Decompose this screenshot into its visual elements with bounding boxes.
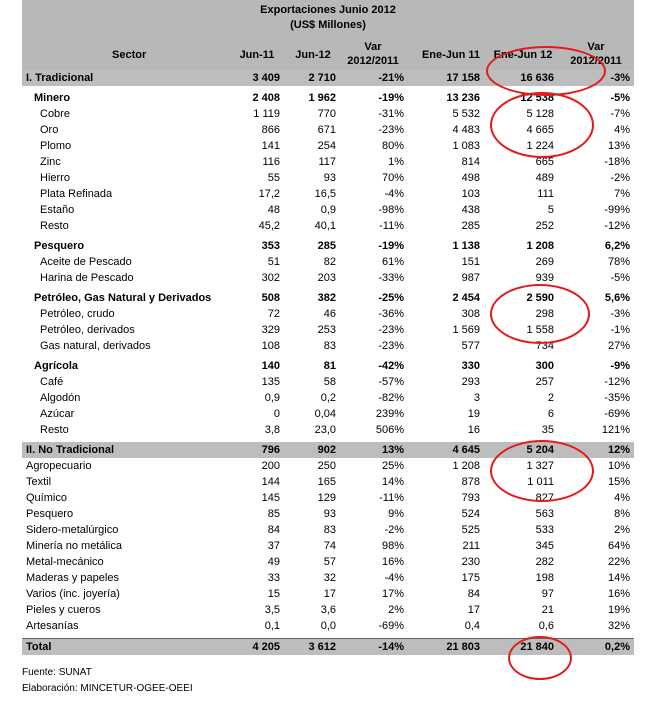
- source-note: Fuente: SUNAT: [22, 667, 92, 678]
- cell-var2: -12%: [604, 376, 630, 388]
- cell-var2: 12%: [558, 442, 634, 458]
- cell-jun11: 108: [261, 340, 280, 352]
- table-row: [22, 570, 634, 586]
- cell-var1: -4%: [384, 572, 404, 584]
- table-row: [22, 254, 634, 270]
- cell-ene11: 230: [461, 556, 480, 568]
- cell-var1: 14%: [381, 476, 404, 488]
- cell-ene11: 524: [461, 508, 480, 520]
- cell-var2: -3%: [558, 70, 634, 86]
- cell-jun12: 16,5: [314, 188, 336, 200]
- cell-ene12: 35: [541, 424, 554, 436]
- row-label: Resto: [40, 424, 69, 436]
- cell-jun11: 200: [261, 460, 280, 472]
- cell-jun12: 0,2: [320, 392, 336, 404]
- cell-jun12: 0,9: [320, 204, 336, 216]
- cell-var2: 78%: [607, 256, 630, 268]
- row-label: Algodón: [40, 392, 81, 404]
- cell-jun12: 203: [317, 272, 336, 284]
- cell-ene11: 2 454: [452, 292, 480, 304]
- cell-var2: 0,2%: [558, 639, 634, 656]
- table-row: [22, 406, 634, 422]
- cell-ene12: 16 636: [484, 70, 558, 86]
- cell-jun12: 382: [317, 292, 336, 304]
- table-row: [22, 618, 634, 634]
- row-label: Estaño: [40, 204, 75, 216]
- table-row: [22, 374, 634, 390]
- row-label: Petróleo, derivados: [40, 324, 135, 336]
- row-label: Artesanías: [26, 620, 79, 632]
- cell-var2: -5%: [610, 92, 630, 104]
- row-label: Aceite de Pescado: [40, 256, 132, 268]
- cell-var1: -4%: [384, 188, 404, 200]
- cell-jun11: 302: [261, 272, 280, 284]
- cell-jun12: 165: [317, 476, 336, 488]
- cell-ene12: 12 538: [520, 92, 554, 104]
- cell-ene12: 345: [535, 540, 554, 552]
- cell-jun12: 40,1: [314, 220, 336, 232]
- cell-jun11: 4 205: [228, 639, 284, 656]
- table-row: [22, 422, 634, 438]
- cell-jun12: 117: [318, 156, 336, 168]
- cell-jun12: 285: [317, 240, 336, 252]
- cell-ene12: 298: [535, 308, 554, 320]
- row-label: Minería no metálica: [26, 540, 122, 552]
- annotation-circle-minero: [490, 92, 594, 158]
- row-label: Café: [40, 376, 64, 388]
- row-label: Harina de Pescado: [40, 272, 134, 284]
- cell-jun11: 33: [267, 572, 280, 584]
- cell-ene11: 1 138: [452, 240, 480, 252]
- col-header-ene12: Ene-Jun 12: [493, 49, 553, 61]
- row-label: Resto: [40, 220, 69, 232]
- cell-var2: -18%: [604, 156, 630, 168]
- cell-ene12: 0,6: [538, 620, 554, 632]
- cell-ene12: 21 840: [484, 639, 558, 656]
- cell-ene12: 1 224: [526, 140, 554, 152]
- col-header-sector: Sector: [112, 49, 147, 61]
- cell-ene12: 665: [535, 156, 554, 168]
- cell-jun11: 0,1: [264, 620, 280, 632]
- cell-ene11: 308: [461, 308, 480, 320]
- row-label: Plomo: [40, 140, 72, 152]
- cell-var2: 4%: [614, 492, 630, 504]
- row-label: Metal-mecánico: [26, 556, 104, 568]
- cell-jun11: 0: [273, 408, 280, 420]
- table-row: [22, 506, 634, 522]
- cell-var1: -31%: [378, 108, 404, 120]
- cell-var1: -36%: [378, 308, 404, 320]
- cell-var1: 16%: [381, 556, 404, 568]
- cell-var1: -33%: [378, 272, 404, 284]
- cell-var2: 10%: [607, 460, 630, 472]
- cell-ene11: 4 645: [408, 442, 484, 458]
- cell-var1: 98%: [381, 540, 404, 552]
- cell-jun12: 254: [317, 140, 336, 152]
- cell-ene11: 525: [461, 524, 480, 536]
- cell-ene11: 16: [467, 424, 480, 436]
- row-label: Hierro: [40, 172, 70, 184]
- cell-var1: 80%: [381, 140, 404, 152]
- cell-var1: -2%: [384, 524, 404, 536]
- cell-var2: -99%: [604, 204, 630, 216]
- elaboration-note: Elaboración: MINCETUR-OGEE-OEEI: [22, 683, 193, 694]
- cell-var2: 7%: [614, 188, 630, 200]
- table-row: [22, 238, 634, 254]
- row-label: Sidero-metalúrgico: [26, 524, 119, 536]
- cell-var1: 239%: [375, 408, 404, 420]
- cell-ene12: 252: [535, 220, 554, 232]
- cell-var2: 32%: [607, 620, 630, 632]
- cell-jun12: 82: [323, 256, 336, 268]
- cell-ene11: 19: [467, 408, 480, 420]
- cell-var1: -11%: [379, 220, 404, 232]
- cell-var2: -12%: [604, 220, 630, 232]
- cell-var1: -19%: [378, 240, 404, 252]
- table-subtitle: (US$ Millones): [290, 19, 366, 31]
- cell-jun12: 0,04: [314, 408, 336, 420]
- annotation-circle-petroleo: [490, 284, 590, 344]
- cell-jun11: 55: [267, 172, 280, 184]
- cell-ene12: 282: [535, 556, 554, 568]
- row-label: Total: [22, 639, 228, 656]
- cell-var2: 14%: [607, 572, 630, 584]
- cell-jun12: 58: [323, 376, 336, 388]
- cell-ene11: 1 208: [452, 460, 480, 472]
- cell-var1: -25%: [378, 292, 404, 304]
- cell-ene11: 285: [461, 220, 480, 232]
- cell-ene11: 3: [473, 392, 480, 404]
- cell-jun12: 770: [317, 108, 336, 120]
- row-label: Oro: [40, 124, 59, 136]
- cell-jun12: 23,0: [314, 424, 336, 436]
- cell-var2: 22%: [607, 556, 630, 568]
- cell-jun11: 48: [267, 204, 280, 216]
- cell-var2: 2%: [614, 524, 630, 536]
- row-label: Minero: [34, 92, 71, 104]
- cell-var1: -23%: [378, 340, 404, 352]
- cell-ene12: 111: [537, 188, 554, 200]
- table-row: [22, 586, 634, 602]
- cell-jun12: 129: [317, 492, 336, 504]
- col-header-jun12: Jun-12: [295, 49, 331, 61]
- cell-jun11: 145: [261, 492, 280, 504]
- cell-ene11: 577: [461, 340, 480, 352]
- cell-jun11: 329: [261, 324, 280, 336]
- cell-jun12: 57: [323, 556, 336, 568]
- row-label: II. No Tradicional: [22, 442, 228, 458]
- cell-jun11: 3 409: [228, 70, 284, 86]
- cell-jun11: 508: [261, 292, 280, 304]
- col-header-var1: Var 2012/2011: [347, 41, 399, 67]
- cell-ene11: 211: [462, 540, 480, 552]
- cell-ene12: 97: [541, 588, 554, 600]
- cell-jun12: 3 612: [284, 639, 340, 656]
- cell-ene11: 793: [461, 492, 480, 504]
- row-label: Pesquero: [26, 508, 74, 520]
- cell-ene11: 103: [461, 188, 480, 200]
- cell-jun11: 796: [228, 442, 284, 458]
- cell-jun11: 3,5: [264, 604, 280, 616]
- cell-var1: -14%: [340, 639, 408, 656]
- cell-ene12: 4 665: [526, 124, 554, 136]
- cell-var1: -57%: [378, 376, 404, 388]
- annotation-circle-tradicional: [486, 46, 606, 96]
- cell-jun11: 37: [267, 540, 280, 552]
- table-row: [22, 554, 634, 570]
- row-label: Pesquero: [34, 240, 85, 252]
- cell-var2: -1%: [610, 324, 630, 336]
- cell-ene11: 814: [461, 156, 480, 168]
- cell-ene11: 17: [467, 604, 480, 616]
- row-label: Agropecuario: [26, 460, 92, 472]
- cell-var1: 2%: [388, 604, 404, 616]
- row-label: Azúcar: [40, 408, 75, 420]
- cell-ene12: 939: [535, 272, 554, 284]
- row-label: Plata Refinada: [40, 188, 113, 200]
- cell-jun12: 671: [317, 124, 336, 136]
- row-label: Textil: [26, 476, 52, 488]
- cell-var2: 27%: [607, 340, 630, 352]
- cell-jun11: 0,9: [264, 392, 280, 404]
- cell-ene12: 1 558: [526, 324, 554, 336]
- cell-var1: -21%: [340, 70, 408, 86]
- cell-jun11: 84: [267, 524, 280, 536]
- cell-var2: -5%: [610, 272, 630, 284]
- cell-ene12: 827: [535, 492, 554, 504]
- cell-ene11: 987: [461, 272, 480, 284]
- cell-jun12: 81: [323, 360, 336, 372]
- cell-ene11: 498: [461, 172, 480, 184]
- cell-jun11: 135: [261, 376, 280, 388]
- cell-var2: -7%: [610, 108, 630, 120]
- cell-jun12: 17: [323, 588, 336, 600]
- cell-ene11: 0,4: [464, 620, 480, 632]
- cell-var1: 17%: [381, 588, 404, 600]
- cell-jun11: 140: [261, 360, 280, 372]
- cell-jun12: 74: [323, 540, 336, 552]
- cell-jun12: 93: [323, 172, 336, 184]
- row-label: Cobre: [40, 108, 70, 120]
- cell-jun12: 83: [323, 340, 336, 352]
- row-label: Petróleo, crudo: [40, 308, 115, 320]
- cell-var2: 64%: [607, 540, 630, 552]
- annotation-circle-total: [508, 636, 572, 680]
- table-row: [22, 358, 634, 374]
- cell-ene11: 175: [461, 572, 480, 584]
- cell-ene12: 533: [535, 524, 554, 536]
- cell-var2: 6,2%: [604, 240, 630, 252]
- cell-jun11: 17,2: [258, 188, 280, 200]
- row-label: Petróleo, Gas Natural y Derivados: [34, 292, 212, 304]
- cell-jun11: 72: [267, 308, 280, 320]
- cell-var2: 5,6%: [604, 292, 630, 304]
- row-label: Gas natural, derivados: [40, 340, 151, 352]
- cell-var1: 506%: [375, 424, 404, 436]
- cell-ene11: 330: [461, 360, 480, 372]
- cell-ene12: 269: [535, 256, 554, 268]
- cell-var1: 61%: [381, 256, 404, 268]
- cell-var2: 13%: [607, 140, 630, 152]
- cell-var2: -3%: [610, 308, 630, 320]
- cell-ene11: 878: [461, 476, 480, 488]
- cell-ene12: 198: [535, 572, 554, 584]
- cell-ene12: 300: [535, 360, 554, 372]
- cell-ene11: 1 569: [452, 324, 480, 336]
- cell-ene11: 438: [461, 204, 480, 216]
- cell-var1: 70%: [381, 172, 404, 184]
- table-row: [22, 170, 634, 186]
- cell-jun11: 141: [261, 140, 280, 152]
- cell-jun11: 353: [261, 240, 280, 252]
- cell-var2: 16%: [607, 588, 630, 600]
- cell-jun12: 2 710: [284, 70, 340, 86]
- cell-var1: -42%: [378, 360, 404, 372]
- cell-var2: -9%: [610, 360, 630, 372]
- cell-jun11: 2 408: [252, 92, 280, 104]
- cell-ene11: 4 483: [452, 124, 480, 136]
- cell-ene12: 489: [535, 172, 554, 184]
- cell-jun12: 902: [284, 442, 340, 458]
- cell-var2: 19%: [607, 604, 630, 616]
- cell-ene12: 21: [541, 604, 554, 616]
- cell-jun11: 45,2: [258, 220, 280, 232]
- cell-jun11: 51: [267, 256, 280, 268]
- table-row: [22, 218, 634, 234]
- cell-ene12: 2: [547, 392, 554, 404]
- row-label: Varios (inc. joyería): [26, 588, 120, 600]
- row-label: Maderas y papeles: [26, 572, 119, 584]
- cell-jun11: 866: [261, 124, 280, 136]
- cell-var1: 25%: [381, 460, 404, 472]
- cell-ene12: 563: [535, 508, 554, 520]
- row-label: I. Tradicional: [22, 70, 228, 86]
- cell-var2: -35%: [604, 392, 630, 404]
- cell-var1: -82%: [378, 392, 404, 404]
- col-header-ene11: Ene-Jun 11: [421, 49, 481, 61]
- cell-ene12: 6: [547, 408, 554, 420]
- cell-jun12: 253: [317, 324, 336, 336]
- cell-var2: -2%: [610, 172, 630, 184]
- cell-var1: -98%: [378, 204, 404, 216]
- row-label: Zinc: [40, 156, 61, 168]
- cell-ene12: 734: [535, 340, 554, 352]
- cell-ene12: 1 011: [527, 476, 554, 488]
- cell-jun12: 250: [317, 460, 336, 472]
- table-row: [22, 538, 634, 554]
- cell-ene11: 17 158: [408, 70, 484, 86]
- row-label: Químico: [26, 492, 67, 504]
- row-label: Agrícola: [34, 360, 79, 372]
- cell-jun12: 1 962: [308, 92, 336, 104]
- cell-var2: 4%: [614, 124, 630, 136]
- cell-var1: 13%: [340, 442, 408, 458]
- table-row: [22, 390, 634, 406]
- cell-var1: -69%: [378, 620, 404, 632]
- cell-var2: 15%: [607, 476, 630, 488]
- cell-var1: -23%: [378, 124, 404, 136]
- table-row: [22, 186, 634, 202]
- table-row: [22, 202, 634, 218]
- cell-var2: 121%: [601, 424, 630, 436]
- cell-ene12: 2 590: [526, 292, 554, 304]
- cell-var2: 8%: [614, 508, 630, 520]
- cell-ene11: 151: [461, 256, 480, 268]
- table-row: [22, 602, 634, 618]
- cell-ene12: 257: [535, 376, 554, 388]
- cell-var1: -11%: [379, 492, 404, 504]
- cell-ene11: 84: [467, 588, 480, 600]
- cell-jun12: 46: [323, 308, 336, 320]
- cell-ene11: 293: [461, 376, 480, 388]
- cell-ene12: 1 208: [526, 240, 554, 252]
- table-row: [22, 522, 634, 538]
- cell-jun11: 49: [267, 556, 280, 568]
- cell-jun11: 85: [267, 508, 280, 520]
- cell-ene12: 5 128: [526, 108, 554, 120]
- cell-var1: -23%: [378, 324, 404, 336]
- cell-ene11: 1 083: [452, 140, 480, 152]
- cell-jun12: 32: [323, 572, 336, 584]
- cell-jun12: 83: [323, 524, 336, 536]
- cell-jun12: 93: [323, 508, 336, 520]
- cell-jun11: 144: [261, 476, 280, 488]
- cell-jun11: 1 119: [253, 108, 280, 120]
- cell-ene12: 5: [547, 204, 554, 216]
- cell-jun11: 15: [267, 588, 280, 600]
- cell-ene12: 1 327: [526, 460, 554, 472]
- annotation-circle-no-tradicional: [490, 440, 594, 502]
- cell-jun12: 0,0: [320, 620, 336, 632]
- cell-ene11: 13 236: [446, 92, 480, 104]
- col-header-jun11: Jun-11: [239, 49, 275, 61]
- cell-ene11: 5 532: [452, 108, 480, 120]
- cell-var1: -19%: [378, 92, 404, 104]
- cell-ene12: 5 204: [484, 442, 558, 458]
- cell-var2: -69%: [604, 408, 630, 420]
- cell-ene11: 21 803: [408, 639, 484, 656]
- col-header-var2: Var 2012/2011: [570, 41, 622, 67]
- cell-var1: 1%: [388, 156, 404, 168]
- cell-var1: 9%: [388, 508, 404, 520]
- cell-jun11: 3,8: [264, 424, 280, 436]
- table-title: Exportaciones Junio 2012: [260, 4, 396, 16]
- row-label: Pieles y cueros: [26, 604, 101, 616]
- cell-jun12: 3,6: [320, 604, 336, 616]
- cell-jun11: 116: [262, 156, 280, 168]
